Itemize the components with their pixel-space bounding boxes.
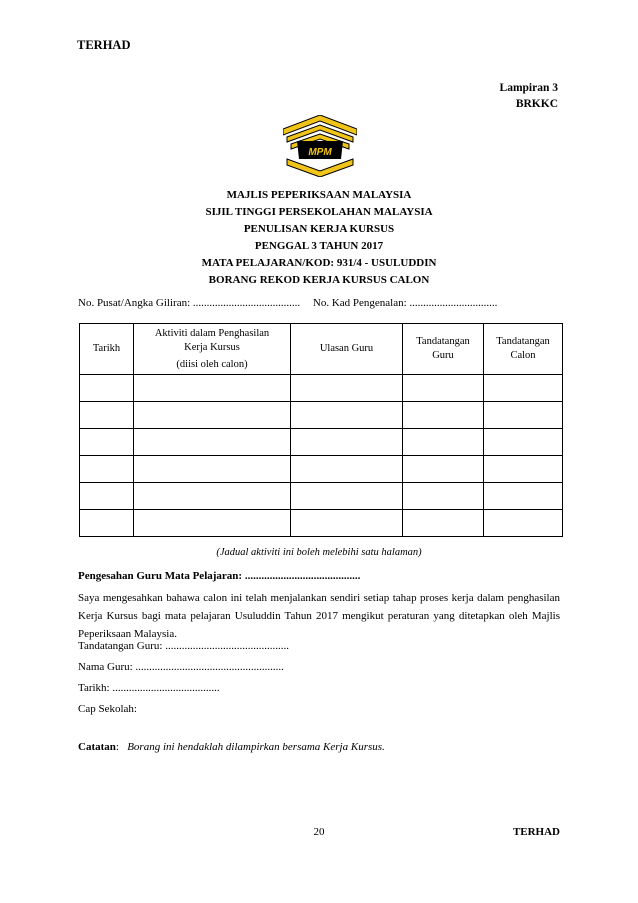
table-cell[interactable] bbox=[484, 456, 563, 483]
table-row bbox=[80, 402, 563, 429]
teacher-name-field[interactable]: Nama Guru: ...................................................... bbox=[78, 661, 284, 673]
table-cell[interactable] bbox=[80, 402, 134, 429]
table-cell[interactable] bbox=[80, 510, 134, 537]
verification-statement: Saya mengesahkan bahawa calon ini telah menjalankan sendiri setiap tahap proses kerja dalam penghasilan Kerja Kursus bagi mata pelajaran Usuluddin Tahun 2017 mengikut peraturan yang ditetapkan oleh Majlis Peperiksaan Malaysia. bbox=[78, 592, 560, 640]
table-cell[interactable] bbox=[484, 510, 563, 537]
date-field[interactable]: Tarikh: ....................................... bbox=[78, 682, 220, 694]
header-activity: Aktiviti dalam Penghasilan Kerja Kursus (diisi oleh calon) bbox=[134, 324, 291, 375]
header-teacher-review: Ulasan Guru bbox=[291, 324, 403, 375]
appendix-label bbox=[500, 80, 558, 112]
table-cell[interactable] bbox=[80, 429, 134, 456]
classification-header: TERHAD bbox=[77, 38, 131, 52]
table-cell[interactable] bbox=[80, 456, 134, 483]
document-titles bbox=[0, 187, 638, 289]
table-cell[interactable] bbox=[484, 429, 563, 456]
table-row bbox=[80, 429, 563, 456]
table-body bbox=[80, 375, 563, 537]
remark-label: Catatan bbox=[78, 741, 116, 753]
ic-number-field[interactable]: No. Kad Pengenalan: ................................ bbox=[312, 297, 498, 309]
table-cell[interactable] bbox=[291, 375, 403, 402]
mpm-logo bbox=[283, 115, 357, 177]
table-row bbox=[80, 510, 563, 537]
table-header-row bbox=[80, 324, 563, 375]
title-term: PENGGAL 3 TAHUN 2017 bbox=[254, 240, 384, 252]
table-cell[interactable] bbox=[403, 510, 484, 537]
table-cell[interactable] bbox=[484, 375, 563, 402]
table-row bbox=[80, 483, 563, 510]
table-cell[interactable] bbox=[403, 402, 484, 429]
table-cell[interactable] bbox=[80, 483, 134, 510]
school-stamp-field[interactable]: Cap Sekolah: bbox=[78, 703, 137, 715]
table-cell[interactable] bbox=[134, 402, 291, 429]
table-row bbox=[80, 375, 563, 402]
table-cell[interactable] bbox=[484, 483, 563, 510]
header-teacher-signature: Tandatangan Guru bbox=[403, 324, 484, 375]
table-row bbox=[80, 456, 563, 483]
title-subject: MATA PELAJARAN/KOD: 931/4 - USULUDDIN bbox=[201, 257, 437, 269]
teacher-signature-field[interactable]: Tandatangan Guru: ............................................. bbox=[78, 640, 289, 652]
appendix-line-2: BRKKC bbox=[515, 98, 558, 110]
table-cell[interactable] bbox=[134, 456, 291, 483]
table-cell[interactable] bbox=[291, 429, 403, 456]
table-cell[interactable] bbox=[291, 456, 403, 483]
table-cell[interactable] bbox=[134, 429, 291, 456]
table-cell[interactable] bbox=[403, 429, 484, 456]
table-cell[interactable] bbox=[291, 483, 403, 510]
remark bbox=[78, 741, 385, 753]
candidate-fields bbox=[78, 297, 507, 309]
table-note: (Jadual aktiviti ini boleh melebihi satu halaman) bbox=[216, 547, 422, 558]
table-cell[interactable] bbox=[291, 510, 403, 537]
verification-heading: Pengesahan Guru Mata Pelajaran: .......................................... bbox=[78, 570, 361, 582]
title-form: BORANG REKOD KERJA KURSUS CALON bbox=[208, 274, 430, 286]
appendix-line-1: Lampiran 3 bbox=[499, 82, 558, 94]
table-cell[interactable] bbox=[291, 402, 403, 429]
classification-footer: TERHAD bbox=[512, 826, 560, 838]
title-certificate: SIJIL TINGGI PERSEKOLAHAN MALAYSIA bbox=[205, 206, 433, 218]
table-cell[interactable] bbox=[134, 510, 291, 537]
table-cell[interactable] bbox=[403, 483, 484, 510]
remark-text: Borang ini hendaklah dilampirkan bersama Kerja Kursus. bbox=[127, 741, 385, 753]
table-cell[interactable] bbox=[403, 456, 484, 483]
table-cell[interactable] bbox=[484, 402, 563, 429]
logo-text: MPM bbox=[308, 147, 332, 158]
header-date: Tarikh bbox=[80, 324, 134, 375]
table-cell[interactable] bbox=[134, 375, 291, 402]
table-cell[interactable] bbox=[403, 375, 484, 402]
remark-separator: : bbox=[115, 741, 119, 753]
centre-number-field[interactable]: No. Pusat/Angka Giliran: ....................................... bbox=[78, 297, 301, 309]
title-council: MAJLIS PEPERIKSAAN MALAYSIA bbox=[226, 189, 412, 201]
activity-record-table bbox=[79, 323, 563, 537]
header-candidate-signature: Tandatangan Calon bbox=[484, 324, 563, 375]
title-coursework: PENULISAN KERJA KURSUS bbox=[243, 223, 395, 235]
table-cell[interactable] bbox=[134, 483, 291, 510]
table-cell[interactable] bbox=[80, 375, 134, 402]
page-number: 20 bbox=[313, 826, 325, 838]
